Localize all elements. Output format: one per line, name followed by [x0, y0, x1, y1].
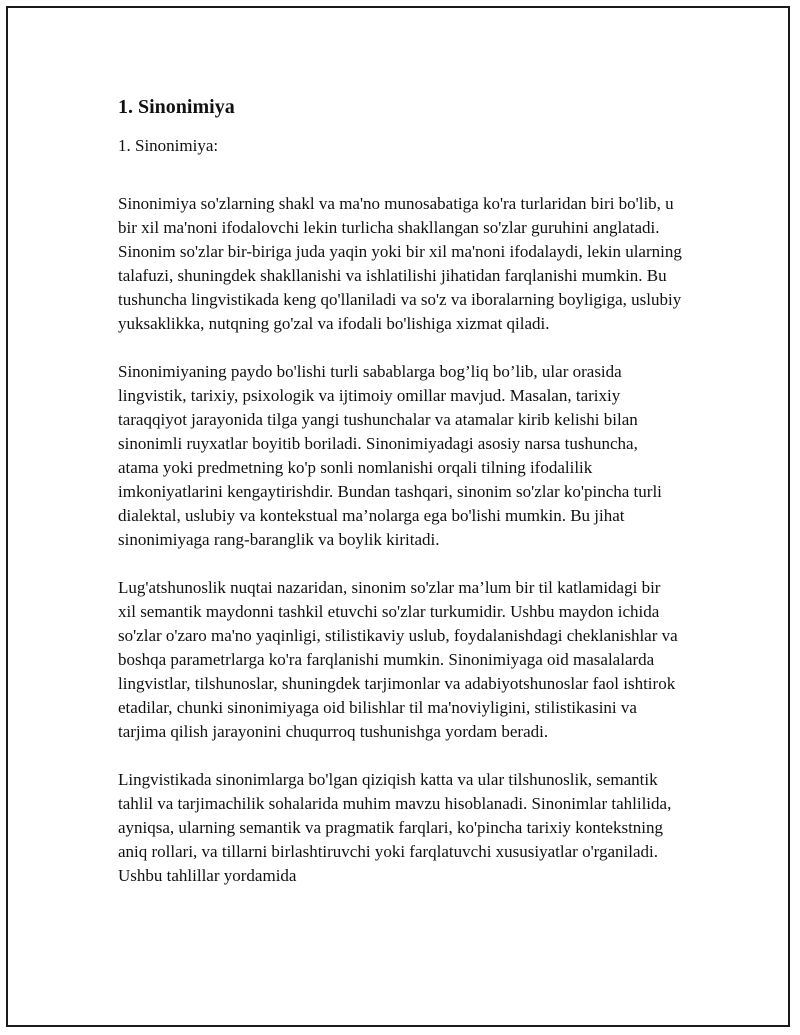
paragraph-2: Sinonimiyaning paydo bo'lishi turli sabablarga bog’liq bo’lib, ular orasida lingvistik, tarixiy, psixologik va ijtimoiy omillar mavjud. Masalan, tarixiy taraqqiyot jarayonida tilga yangi tushunchalar va atamalar kirib kelishi bilan sinonimli ruyxatlar boyitib boriladi. Sinonimiyadagi asosiy narsa tushuncha, atama yoki predmetning ko'p sonli nomlanishi orqali tilning ifodalilik imkoniyatlarini kengaytirishdir. Bundan tashqari, sinonim so'zlar ko'pincha turli dialektal, uslubiy va kontekstual ma’nolarga ega bo'lishi mumkin. Bu jihat sinonimiyaga rang-baranglik va boylik kiritadi. — [118, 362, 662, 549]
section-heading: 1. Sinonimiya — [118, 96, 235, 118]
paragraph-4: Lingvistikada sinonimlarga bo'lgan qiziqish katta va ular tilshunoslik, semantik tahlil va tarjimachilik sohalarida muhim mavzu hisoblanadi. Sinonimlar tahlilida, ayniqsa, ularning semantik va pragmatik farqlari, ko'pincha tarixiy kontekstning aniq rollari, va tillarni birlashtiruvchi yoki farqlatuvchi xususiyatlar o'rganiladi. Ushbu tahlillar yordamida — [118, 770, 672, 885]
document-body — [118, 94, 682, 888]
paragraph-3: Lug'atshunoslik nuqtai nazaridan, sinonim so'zlar ma’lum bir til katlamidagi bir xil semantik maydonni tashkil etuvchi so'zlar turkumidir. Ushbu maydon ichida so'zlar o'zaro ma'no yaqinligi, stilistikaviy uslub, foydalanishdagi cheklanishlar va boshqa parametrlarga ko'ra farqlanishi mumkin. Sinonimiyaga oid masalalarda lingvistlar, tilshunoslar, shuningdek tarjimonlar va adabiyotshunoslar faol ishtirok etadilar, chunki sinonimiyaga oid bilishlar til ma'noviyligini, stilistikasini va tarjima qilish jarayonini chuqurroq tushunishga yordam beradi. — [118, 578, 678, 741]
section-subheading: 1. Sinonimiya: — [118, 136, 219, 155]
paragraph-1: Sinonimiya so'zlarning shakl va ma'no munosabatiga ko'ra turlaridan biri bo'lib, u bir xil ma'noni ifodalovchi lekin turlicha shakllangan so'zlar guruhini anglatadi. Sinonim so'zlar bir-biriga juda yaqin yoki bir xil ma'noni ifodalaydi, lekin ularning talafuzi, shuningdek shakllanishi va ishlatilishi jihatidan farqlanishi mumkin. Bu tushuncha lingvistikada keng qo'llaniladi va so'z va iboralarning boyligiga, uslubiy yuksaklikka, nutqning go'zal va ifodali bo'lishiga xizmat qiladi. — [118, 194, 682, 333]
